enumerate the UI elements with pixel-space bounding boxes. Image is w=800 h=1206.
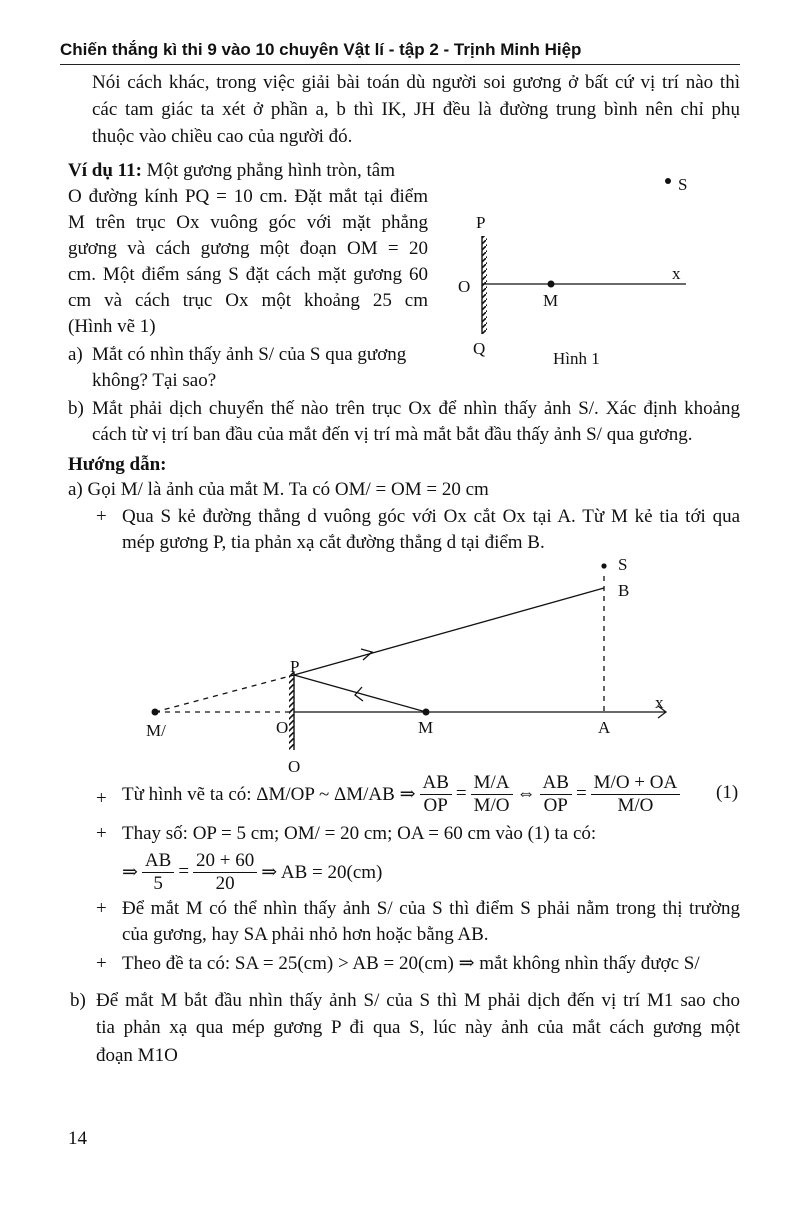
- fig2-label-b: B: [618, 581, 630, 600]
- eq1-frac-2: [471, 772, 513, 817]
- example-line-1: Một gương phẳng hình tròn, tâm: [146, 160, 395, 181]
- fig2-label-o-bottom: O: [288, 757, 301, 776]
- example-line-5: cm. Một điểm sáng S đặt cách mặt gương 60: [68, 264, 428, 285]
- eq1-frac-4-num: M/O + OA: [591, 772, 681, 795]
- fig1-label-q: Q: [473, 339, 486, 358]
- eq1-frac-2-den: M/O: [473, 794, 510, 816]
- fig2-incident-ray: [294, 675, 426, 712]
- example-line-2: O đường kính PQ = 10 cm. Đặt mắt tại điểm: [68, 186, 428, 207]
- fig2-point-m: [423, 709, 430, 716]
- guide-a-line: a) Gọi M/ là ảnh của mắt M. Ta có OM/ = OM = 20 cm: [68, 479, 489, 500]
- part-b-line-1: Để mắt M bắt đầu nhìn thấy ảnh S/ của S thì M phải dịch đến vị trí M1 sao cho: [96, 990, 740, 1011]
- eq2-frac-1: [142, 850, 174, 895]
- bullet-1-line-2: mép gương P, tia phản xạ cắt đường thẳng d tại điểm B.: [122, 532, 545, 553]
- eq2-frac-1-num: AB: [142, 850, 174, 873]
- example-line-3: M trên trục Ox vuông góc với mặt phẳng: [68, 212, 428, 233]
- eq2-line: Thay số: OP = 5 cm; OM/ = 20 cm; OA = 60 cm vào (1) ta có:: [122, 823, 597, 844]
- bullet-4: +: [96, 898, 107, 919]
- fig2-label-s: S: [618, 555, 628, 574]
- figure-2: [146, 555, 666, 776]
- figure-1: [458, 175, 687, 368]
- example-line-7: (Hình vẽ 1): [68, 316, 156, 337]
- fig2-label-o-side: O: [276, 718, 289, 737]
- eq1-tag: (1): [716, 782, 739, 803]
- eq1-frac-1: [420, 772, 452, 817]
- fig2-label-m: M: [418, 718, 434, 737]
- bullet-4-line-2: của gương, hay SA phải nhỏ hơn hoặc bằng AB.: [122, 924, 489, 945]
- fig1-point-s: [665, 178, 671, 184]
- fig2-label-x: x: [655, 693, 664, 712]
- guide-title: Hướng dẫn:: [68, 454, 167, 475]
- bullet-1: +: [96, 506, 107, 527]
- part-b-line-3: đoạn M1O: [96, 1045, 178, 1066]
- eq1-frac-4: [591, 772, 681, 817]
- fig2-reflected-ray: [294, 588, 604, 675]
- fig1-label-s: S: [678, 175, 688, 194]
- eq1-equals: =: [455, 783, 467, 804]
- fig2-point-s: [601, 563, 606, 568]
- fig2-label-mprime: M/: [146, 721, 166, 740]
- bullet-1-line-1: Qua S kẻ đường thẳng d vuông góc với Ox cắt Ox tại A. Từ M kẻ tia tới qua: [122, 506, 740, 527]
- fig1-label-x: x: [672, 264, 681, 283]
- example-line-6: cm và cách trục Ox một khoảng 25 cm: [68, 290, 428, 311]
- eq2-arrow: ⇒: [122, 861, 138, 883]
- fig2-mirror-hatch: [289, 672, 294, 750]
- eq1-frac-4-den: M/O: [617, 794, 654, 816]
- fig2-image-ray: [155, 675, 294, 712]
- fig2-label-a: A: [598, 718, 611, 737]
- question-b-line-2: cách từ vị trí ban đầu của mắt đến vị trí mà mắt bắt đầu thấy ảnh S/ qua gương.: [92, 424, 693, 445]
- page-number: 14: [68, 1128, 87, 1149]
- fig1-point-m: [548, 281, 555, 288]
- eq1-frac-1-den: OP: [423, 794, 448, 816]
- eq2-frac-1-den: 5: [153, 872, 163, 894]
- part-b-marker: b): [70, 990, 86, 1011]
- equation-2: [122, 846, 386, 898]
- eq1-equals-2: =: [575, 783, 587, 804]
- question-a-line-2: không? Tại sao?: [92, 370, 217, 391]
- eq2-frac-2-den: 20: [215, 872, 235, 894]
- fig1-mirror-hatch: [482, 236, 487, 334]
- intro-line-3: thuộc vào chiều cao của người đó.: [92, 126, 353, 147]
- eq1-lead: Từ hình vẽ ta có: ΔM/OP ~ ΔM/AB ⇒: [122, 783, 416, 805]
- eq2-frac-2: [193, 850, 257, 895]
- fig1-label-m: M: [543, 291, 559, 310]
- fig2-label-p: P: [290, 657, 300, 676]
- bullet-4-line-1: Để mắt M có thể nhìn thấy ảnh S/ của S thì điểm S phải nằm trong thị trường: [122, 898, 740, 919]
- intro-line-1: Nói cách khác, trong việc giải bài toán dù người soi gương ở bất cứ vị trí nào thì: [92, 72, 740, 93]
- bullet-5: +: [96, 953, 107, 974]
- eq2-frac-2-num: 20 + 60: [193, 850, 257, 873]
- fig2-point-mprime: [152, 709, 159, 716]
- eq1-iff: ⇔: [516, 783, 536, 804]
- eq2-equals: =: [178, 861, 190, 882]
- question-a-line-1: Mắt có nhìn thấy ảnh S/ của S qua gương: [92, 344, 407, 365]
- bullet-2: +: [96, 788, 107, 809]
- fig1-label-p: P: [476, 213, 486, 232]
- eq1-frac-3-num: AB: [540, 772, 572, 795]
- eq1-frac-3-den: OP: [543, 794, 568, 816]
- eq2-result: ⇒ AB = 20(cm): [261, 861, 383, 883]
- running-header: Chiến thắng kì thi 9 vào 10 chuyên Vật lí - tập 2 - Trịnh Minh Hiệp: [60, 40, 582, 59]
- eq1-frac-3: [540, 772, 572, 817]
- bullet-5-line: Theo đề ta có: SA = 25(cm) > AB = 20(cm) ⇒ mắt không nhìn thấy được S/: [122, 953, 700, 974]
- eq1-frac-2-num: M/A: [471, 772, 513, 795]
- bullet-3: +: [96, 823, 107, 844]
- fig1-caption: Hình 1: [553, 349, 600, 368]
- example-label: Ví dụ 11:: [68, 160, 142, 181]
- part-b-line-2: tia phản xạ qua mép gương P đi qua S, lúc này ảnh của mắt cách gương một: [96, 1017, 740, 1038]
- question-b-line-1: Mắt phải dịch chuyển thế nào trên trục Ox để nhìn thấy ảnh S/. Xác định khoảng: [92, 398, 740, 419]
- fig1-label-o: O: [458, 277, 471, 296]
- example-line-4: gương và cách gương một đoạn OM = 20: [68, 238, 428, 259]
- equation-1: [122, 768, 684, 820]
- question-b-marker: b): [68, 398, 84, 419]
- question-a-marker: a): [68, 344, 83, 365]
- intro-line-2: các tam giác ta xét ở phần a, b thì IK, JH đều là đường trung bình nên chỉ phụ: [92, 99, 740, 120]
- eq1-frac-1-num: AB: [420, 772, 452, 795]
